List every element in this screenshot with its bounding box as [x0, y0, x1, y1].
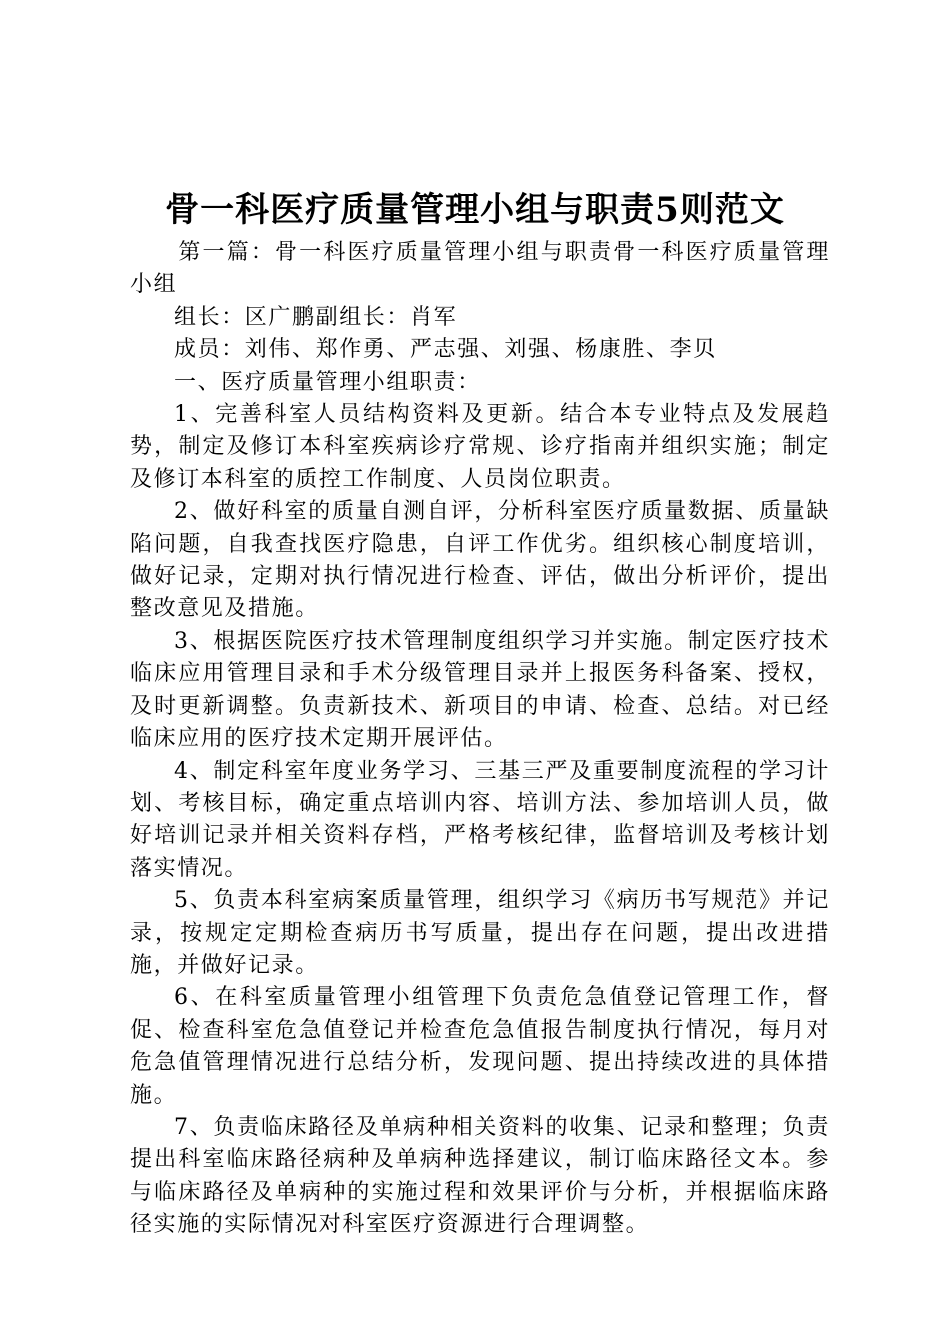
paragraph: 成员：刘伟、郑作勇、严志强、刘强、杨康胜、李贝: [174, 337, 717, 363]
paragraph: 4、制定科室年度业务学习、三基三严及重要制度流程的学习计划、考核目标，确定重点培训内容、培训方法、参加培训人员，做好培训记录并相关资料存档，严格考核纪律，监督培训及考核计划落实情况。: [130, 758, 830, 881]
paragraph: 6、在科室质量管理小组管理下负责危急值登记管理工作，督促、检查科室危急值登记并检查危急值报告制度执行情况，每月对危急值管理情况进行总结分析，发现问题、提出持续改进的具体措施。: [130, 985, 830, 1108]
paragraph: 3、根据医院医疗技术管理制度组织学习并实施。制定医疗技术临床应用管理目录和手术分级管理目录并上报医务科备案、授权，及时更新调整。负责新技术、新项目的申请、检查、总结。对已经临床应用的医疗技术定期开展评估。: [130, 628, 830, 752]
paragraph: 5、负责本科室病案质量管理，组织学习《病历书写规范》并记录，按规定定期检查病历书写质量，提出存在问题，提出改进措施，并做好记录。: [130, 888, 830, 978]
paragraph: 组长：区广鹏副组长：肖军: [174, 304, 458, 330]
paragraph: 1、完善科室人员结构资料及更新。结合本专业特点及发展趋势，制定及修订本科室疾病诊疗常规、诊疗指南并组织实施；制定及修订本科室的质控工作制度、人员岗位职责。: [130, 402, 830, 492]
paragraph: 一、医疗质量管理小组职责：: [174, 369, 481, 395]
paragraph: 2、做好科室的质量自测自评，分析科室医疗质量数据、质量缺陷问题，自我查找医疗隐患，自评工作优劣。组织核心制度培训，做好记录，定期对执行情况进行检查、评估，做出分析评价，提出整改意见及措施。: [130, 499, 830, 622]
document-body: [130, 237, 830, 1242]
paragraph: 第一篇：骨一科医疗质量管理小组与职责骨一科医疗质量管理小组: [130, 240, 830, 298]
document-title: 骨一科医疗质量管理小组与职责5则范文: [165, 190, 785, 230]
paragraph: 7、负责临床路径及单病种相关资料的收集、记录和整理；负责提出科室临床路径病种及单病种选择建议，制订临床路径文本。参与临床路径及单病种的实施过程和效果评价与分析，并根据临床路径实施的实际情况对科室医疗资源进行合理调整。: [130, 1114, 830, 1238]
